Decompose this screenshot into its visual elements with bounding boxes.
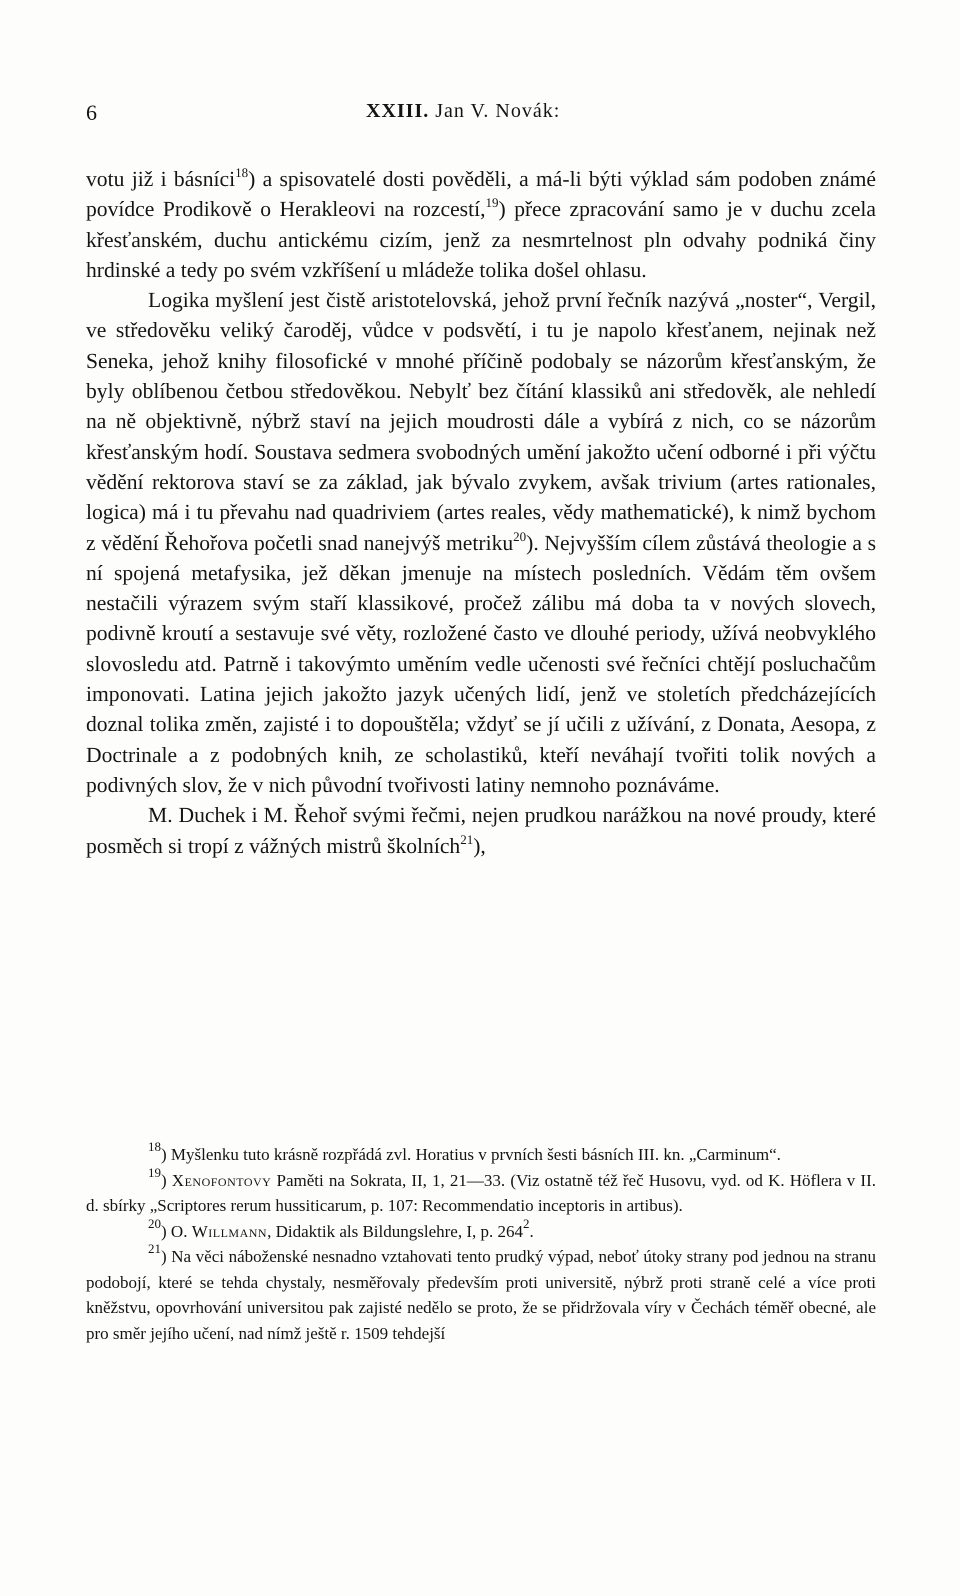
footnotes xyxy=(86,1139,876,1346)
paragraph xyxy=(86,164,876,285)
text-run: , Didaktik als Bildungslehre, I, p. 264 xyxy=(267,1221,523,1241)
note-marker: 2 xyxy=(523,1215,530,1231)
page-number: 6 xyxy=(86,100,97,125)
text-run: ) přece zpracování samo je v duchu zcela křesťanském, duchu antickému cizím, jenž za nesmrtelnost pln odvahy podniká činy hrdinské a tedy po svém vzkříšení u mládeže tolika došel ohlasu. xyxy=(86,197,876,282)
body-text xyxy=(86,164,876,861)
note-marker: 21 xyxy=(460,831,474,847)
text-run: Logika myšlení jest čistě aristotelovská, jehož první řečník nazývá „noster“, Vergil, ve středověku veliký čaroděj, vůdce v podsvětí, i tu je napolo křesťanem, nejinak než Seneka, jehož knihy filosofické v mnohé příčině podobaly se názorům křesťanským, že byly oblíbenou četbou středověkou. Nebylť bez čítání klassiků ani středověk, ale nehledí na ně objektivně, nýbrž staví na jejich moudrosti dále a vybírá z nich, co se názorům křesťanským hodí. Soustava sedmera svobodných umění jakožto učení odborné i při výčtu vědění rektorova staví se za základ, jak bývalo zvykem, avšak trivium (artes rationales, logica) má i tu převahu nad quadriviem (artes reales, vědy mathematické), k nimž bychom z vědění Řehořova početli snad nanejvýš metriku xyxy=(86,288,876,555)
text-run: ) a spisovatelé dosti pověděli, a má-li býti výklad sám podoben známé povídce Prodikově o Herakleovi na rozcestí, xyxy=(86,167,876,222)
note-marker: 18 xyxy=(235,165,249,180)
running-head xyxy=(366,100,560,123)
paragraph xyxy=(86,800,876,861)
small-caps-name: Willmann xyxy=(191,1221,268,1241)
note-marker: 19 xyxy=(485,195,499,211)
text-run: votu již i básníci xyxy=(86,167,236,191)
note-marker: 20 xyxy=(513,528,527,544)
volume-number: XXIII. xyxy=(366,100,430,122)
footnote xyxy=(86,1215,876,1245)
text-run: ) Na věci náboženské nesnadno vztahovati tento prudký výpad, neboť útoky strany pod jednou na stranu podobojí, které se tehda chystaly, nesměřovaly především proti universitě, nýbrž proti straně celé a více proti kněžstvu, opovrhování universitou pak zajisté nedělo se proto, že se přidržovala víry v Čechách téměř obecné, ale pro směr jejího učení, nad nímž ještě r. 1509 tehdejší xyxy=(86,1247,876,1343)
small-caps-name: Xenofontovy xyxy=(171,1170,272,1190)
text-run: ), xyxy=(473,833,486,858)
note-marker: 20 xyxy=(148,1215,161,1231)
footnote xyxy=(86,1164,876,1219)
text-run: ) O. xyxy=(161,1221,192,1241)
footnote xyxy=(86,1139,876,1168)
text-run: . xyxy=(529,1221,534,1241)
note-marker: 18 xyxy=(148,1139,161,1154)
note-marker: 19 xyxy=(148,1164,161,1180)
text-run: ). Nejvyšším cílem zůstává theologie a s ní spojená metafysika, jež děkan jmenuje na místech posledních. Vědám těm ovšem nestačili výrazem svým staří klassikové, pročež zálibu má doba ta v nových slovech, podivně kroutí a sestavuje své věty, rozložené často ve dlouhé periody, užívá neobvyklého slovosledu atd. Patrně i takovýmto uměním vedle učenosti své řečníci chtějí posluchačům imponovati. Latina jejich jakožto jazyk učených lidí, jenž ve stoletích předcházejících doznal tolika změn, zajisté i to dopouštěla; vždyť se jí učili z užívání, z Donata, Aesopa, z Doctrinale a z podobných knih, ze scholastiků, kteří neváhají tvořiti tolik nových a podivných slov, že v nich původní tvořivosti latiny nemnoho poznáváme. xyxy=(86,530,876,797)
note-marker: 21 xyxy=(148,1241,161,1256)
text-run: M. Duchek i M. Řehoř svými řečmi, nejen prudkou narážkou na nové proudy, které posměch si tropí z vážných mistrů školních xyxy=(86,803,876,858)
author-name: Jan V. Novák: xyxy=(435,100,561,122)
page-header xyxy=(86,100,868,132)
text-run: ) xyxy=(161,1170,172,1190)
text-run: Paměti na Sokrata, II, 1, 21—33. (Viz ostatně též řeč Husovu, vyd. od K. Höflera v II. d. sbírky „Scriptores rerum hussiticarum, p. 107: Recommendatio inceptoris in artibus). xyxy=(86,1170,876,1215)
footnote xyxy=(86,1241,876,1346)
paragraph xyxy=(86,285,876,800)
text-run: ) Myšlenku tuto krásně rozpřádá zvl. Horatius v prvních šesti básních III. kn. „Carminum“. xyxy=(161,1145,781,1164)
